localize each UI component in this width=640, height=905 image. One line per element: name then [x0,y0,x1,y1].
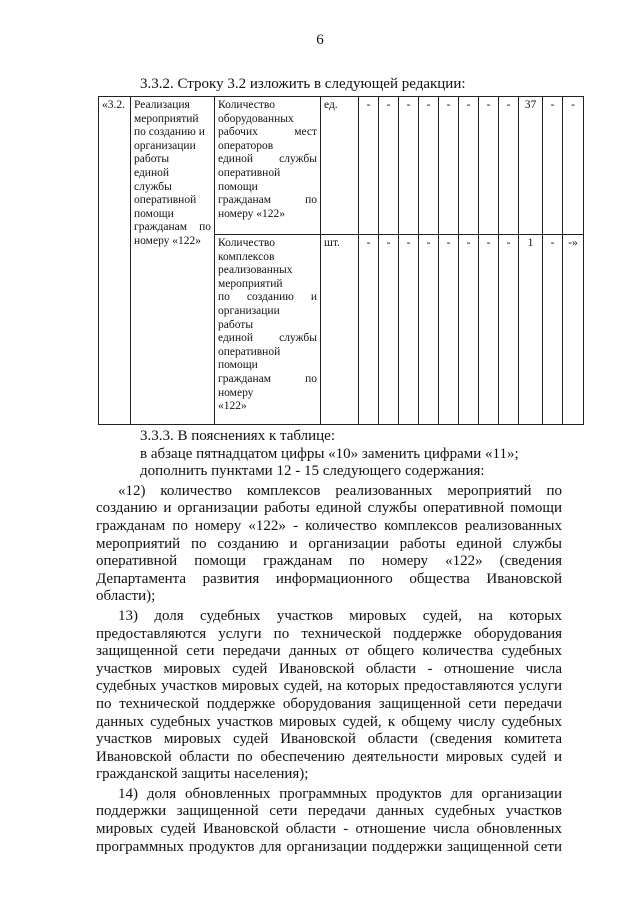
value-cell: - [459,235,479,425]
text-line: созданию и организации работы единой службы оперативной помощи [96,500,562,517]
amendment-table [98,96,584,425]
cell-line: Количество [218,99,275,111]
value-cell: -» [563,235,584,425]
cell-line: номеру «122» [134,234,202,247]
cell-line: Реализация [134,99,190,111]
cell-line: комплексов [218,250,275,263]
cell-line: по созданию и [218,291,317,304]
cell-line: организации [134,139,196,152]
value-cell: - [359,97,379,235]
cell-line: «122» [218,400,247,413]
cell-line: рабочих мест [218,126,317,139]
value-cell: - [499,97,519,235]
cell-line: оперативной [218,345,281,358]
table-row [99,97,584,235]
cell-line: номеру [218,386,254,399]
value-cell: - [459,97,479,235]
value-cell: - [543,97,563,235]
cell-line: помощи [218,359,258,372]
cell-line: гражданам по [218,194,317,207]
text-line: 14) доля обновленных программных продуктов для организации [118,785,562,802]
cell-line: организации [218,304,280,317]
cell-line: операторов [218,139,274,152]
cell-line: Количество [218,237,275,249]
cell-line: помощи [134,207,174,220]
text-line: судебных участков мировых судей, на которых предоставляются услуги [96,678,562,695]
value-cell: - [543,235,563,425]
unit-cell: шт. [321,235,359,425]
cell-line: оперативной [218,166,281,179]
cell-line: единой [134,166,170,179]
text-line: области); [96,588,156,605]
value-cell: - [439,235,459,425]
cell-line: единой службы [218,153,317,166]
text-line: 13) доля судебных участков мировых судей, на которых [118,607,562,624]
cell-line: по созданию и [134,126,205,139]
amendment-text [96,428,562,856]
value-cell: - [379,235,399,425]
cell-line: реализованных [218,264,293,277]
cell-line: единой службы [218,332,317,345]
text-line: гражданам по номеру «122» - количество комплексов реализованных [96,517,562,534]
item-12 [96,483,562,606]
text-line: программных продуктов для организации поддержки защищенной сети [96,838,562,855]
cell-line: мероприятий [218,277,283,290]
unit-cell: ед. [321,97,359,235]
paragraph-333-line2: дополнить пунктами 12 - 15 следующего содержания: [140,463,485,480]
value-cell: - [419,97,439,235]
cell-line: помощи [218,180,258,193]
value-cell: - [563,97,584,235]
value-cell: - [479,235,499,425]
value-cell: - [439,97,459,235]
text-line: участков мировых судей Ивановской области - отношение числа [96,660,562,677]
text-line: «12) количество комплексов реализованных мероприятий по [118,482,562,499]
text-line: Ивановской области по обеспечению деятельности мировых судей и [96,748,562,765]
text-line: поддержки защищенной сети передачи данных судебных участков [96,803,562,820]
cell-line: мероприятий [134,112,199,125]
text-line: оперативной помощи гражданам по номеру «122» (сведения [96,553,562,570]
item-14 [96,786,562,856]
text-line: защищенной сети передачи данных от общего количества судебных [96,643,562,660]
value-cell: 1 [519,235,543,425]
indicator-cell [215,235,321,425]
value-cell: - [479,97,499,235]
value-cell: - [399,97,419,235]
value-cell: - [499,235,519,425]
value-cell: 37 [519,97,543,235]
value-cell: - [379,97,399,235]
cell-line: службы [134,180,172,193]
row-number-cell: «3.2. [99,97,131,425]
text-line: мероприятий по созданию и организации работы единой службы [96,535,562,552]
cell-line: оперативной [134,194,197,207]
text-line: участков мировых судей Ивановской области (сведения комитета [96,731,562,748]
cell-line: гражданам по [134,221,211,234]
value-cell: - [359,235,379,425]
item-13 [96,608,562,784]
indicator-cell [215,97,321,235]
text-line: мировых судей Ивановской области - отношение числа обновленных [96,821,562,838]
section-heading: 3.3.2. Строку 3.2 изложить в следующей редакции: [140,76,466,92]
cell-line: работы [218,318,254,331]
page-number: 6 [316,32,324,48]
cell-line: работы [134,153,170,166]
value-cell: - [419,235,439,425]
text-line: по технической поддержке оборудования защищенной сети передачи [96,695,562,712]
value-cell: - [399,235,419,425]
cell-line: номеру «122» [218,207,286,220]
text-line: данных судебных участков мировых судей, к общему числу судебных [96,713,562,730]
cell-line: гражданам по [218,372,317,385]
text-line: гражданской защиты населения); [96,766,309,783]
event-name-cell [131,97,215,425]
cell-line: оборудованных [218,112,294,125]
text-line: Департамента развития информационного общества Ивановской [96,570,562,587]
paragraph-333-line1: в абзаце пятнадцатом цифры «10» заменить цифрами «11»; [140,445,519,462]
text-line: предоставляются услуги по технической поддержке оборудования [96,625,562,642]
paragraph-333-title: 3.3.3. В пояснениях к таблице: [140,428,335,444]
